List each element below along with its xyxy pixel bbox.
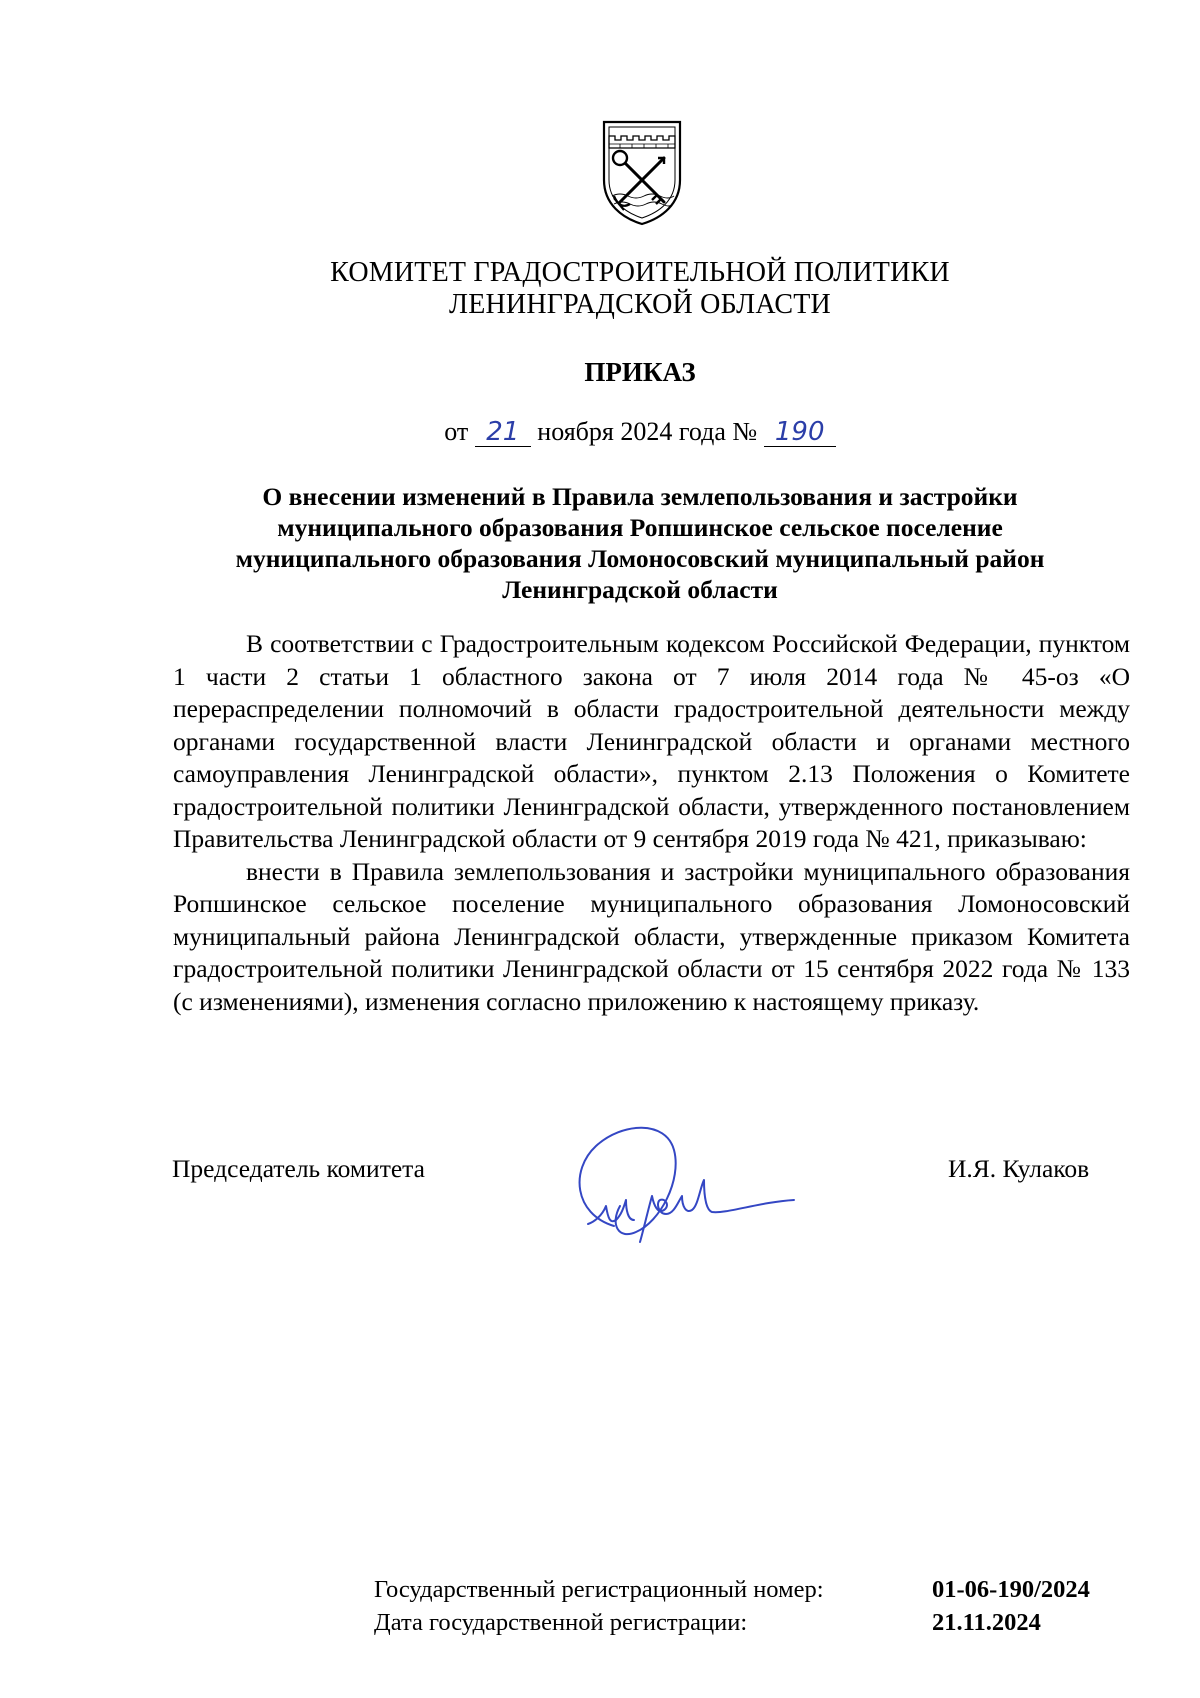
date-text: ноября 2024 года № [537,417,758,446]
registration-number-value: 01-06-190/2024 [932,1576,1090,1603]
document-date-line [0,416,1200,448]
handwritten-signature-icon [570,1110,810,1260]
subject-line: муниципального образования Ропшинское сельское поселение [277,513,1003,542]
registration-number-label: Государственный регистрационный номер: [374,1576,824,1603]
signatory-name: И.Я. Кулаков [948,1154,1090,1183]
document-subject [200,481,1080,605]
coat-of-arms-icon [600,118,684,228]
registration-date-label: Дата государственной регистрации: [374,1609,748,1636]
document-body [173,628,1130,1018]
body-paragraph-order: внести в Правила землепользования и застройки муниципального образования Ропшинское сельское поселение муниципального образования Ломоносовский муниципальный района Ленинградской области, утвержденные приказом Комитета градостроительной политики Ленинградской области от 15 сентября 2022 года № 133 (с изменениями), изменения согласно приложению к настоящему приказу. [173,856,1130,1016]
handwritten-order-number-field: 190 [764,418,836,447]
registration-date-value: 21.11.2024 [932,1609,1041,1636]
signatory-role: Председатель комитета [172,1154,425,1183]
body-paragraph-basis: В соответствии с Градостроительным кодексом Российской Федерации, пунктом 1 части 2 статьи 1 областного закона от 7 июля 2014 года № 45-оз «О перераспределении полномочий в области градостроительной деятельности между органами государственной власти Ленинградской области и органами местного самоуправления Ленинградской области», пунктом 2.13 Положения о Комитете градостроительной политики Ленинградской области, утвержденного постановлением Правительства Ленинградской области от 9 сентября 2019 года № 421, приказываю: [173,629,1130,853]
subject-line: муниципального образования Ломоносовский муниципальный район [235,544,1045,573]
organization-name-line2: ЛЕНИНГРАДСКОЙ ОБЛАСТИ [449,289,831,320]
date-prefix: от [444,417,469,446]
handwritten-day-field: 21 [475,418,531,447]
subject-line: Ленинградской области [502,575,778,604]
document-type-title: ПРИКАЗ [584,357,696,387]
organization-name-line1: КОМИТЕТ ГРАДОСТРОИТЕЛЬНОЙ ПОЛИТИКИ [330,257,950,288]
subject-line: О внесении изменений в Правила землепользования и застройки [262,482,1018,511]
